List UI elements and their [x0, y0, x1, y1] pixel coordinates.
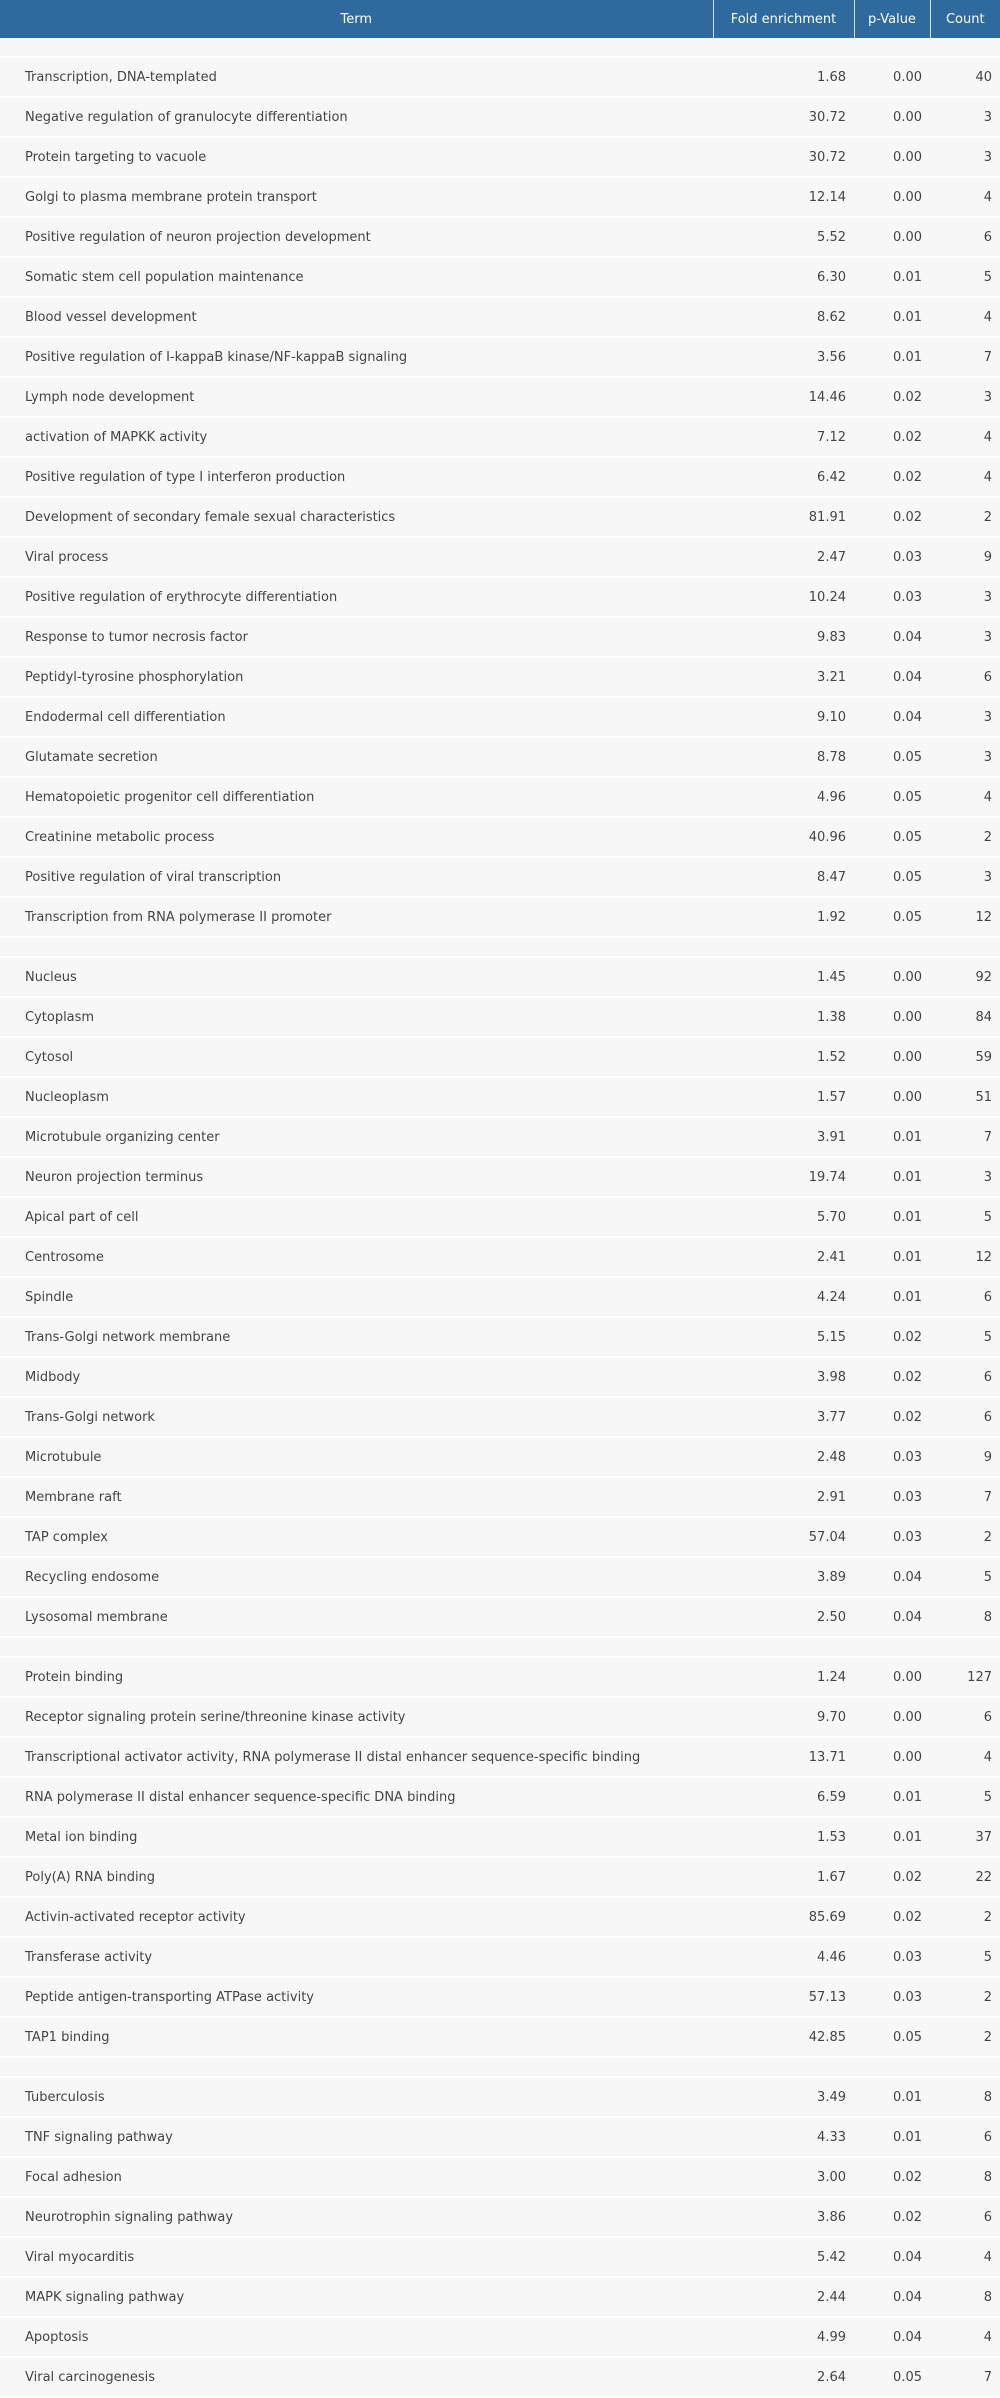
cell-count: 5	[930, 257, 1000, 297]
cell-count: 6	[930, 2197, 1000, 2237]
cell-count: 22	[930, 1857, 1000, 1897]
cell-count: 3	[930, 377, 1000, 417]
cell-p-value: 0.00	[854, 177, 930, 217]
cell-p-value: 0.02	[854, 1857, 930, 1897]
cell-term: Neuron projection terminus	[0, 1157, 713, 1197]
cell-count: 3	[930, 617, 1000, 657]
cell-p-value: 0.05	[854, 897, 930, 937]
cell-term: Transcription from RNA polymerase II promoter	[0, 897, 713, 937]
cell-count: 7	[930, 1117, 1000, 1157]
cell-fold-enrichment: 1.45	[713, 957, 854, 997]
cell-term: Cytosol	[0, 1037, 713, 1077]
table-row	[0, 1817, 1000, 1857]
cell-p-value: 0.02	[854, 1397, 930, 1437]
cell-term: Cytoplasm	[0, 997, 713, 1037]
cell-p-value: 0.04	[854, 1597, 930, 1637]
cell-term: Response to tumor necrosis factor	[0, 617, 713, 657]
cell-term: Golgi to plasma membrane protein transport	[0, 177, 713, 217]
cell-term: Lymph node development	[0, 377, 713, 417]
cell-count: 84	[930, 997, 1000, 1037]
separator-cell	[0, 38, 1000, 57]
cell-p-value: 0.00	[854, 1037, 930, 1077]
table-row	[0, 957, 1000, 997]
cell-fold-enrichment: 1.92	[713, 897, 854, 937]
cell-fold-enrichment: 4.33	[713, 2117, 854, 2157]
table-row	[0, 1077, 1000, 1117]
cell-term: Focal adhesion	[0, 2157, 713, 2197]
table-row	[0, 177, 1000, 217]
cell-term: Peptide antigen-transporting ATPase activity	[0, 1977, 713, 2017]
cell-fold-enrichment: 14.46	[713, 377, 854, 417]
cell-fold-enrichment: 3.86	[713, 2197, 854, 2237]
cell-p-value: 0.00	[854, 137, 930, 177]
cell-count: 4	[930, 1737, 1000, 1777]
cell-p-value: 0.01	[854, 2077, 930, 2117]
cell-term: Neurotrophin signaling pathway	[0, 2197, 713, 2237]
cell-fold-enrichment: 3.49	[713, 2077, 854, 2117]
cell-fold-enrichment: 9.83	[713, 617, 854, 657]
cell-count: 6	[930, 217, 1000, 257]
cell-term: Recycling endosome	[0, 1557, 713, 1597]
cell-fold-enrichment: 40.96	[713, 817, 854, 857]
cell-count: 6	[930, 2117, 1000, 2157]
cell-fold-enrichment: 5.42	[713, 2237, 854, 2277]
table-row	[0, 2277, 1000, 2317]
cell-p-value: 0.02	[854, 497, 930, 537]
cell-p-value: 0.01	[854, 1157, 930, 1197]
cell-count: 3	[930, 697, 1000, 737]
table-row	[0, 417, 1000, 457]
cell-fold-enrichment: 12.14	[713, 177, 854, 217]
cell-term: Poly(A) RNA binding	[0, 1857, 713, 1897]
cell-count: 4	[930, 457, 1000, 497]
cell-term: Microtubule organizing center	[0, 1117, 713, 1157]
cell-term: Negative regulation of granulocyte differentiation	[0, 97, 713, 137]
cell-term: Metal ion binding	[0, 1817, 713, 1857]
cell-term: Positive regulation of viral transcription	[0, 857, 713, 897]
cell-term: Peptidyl-tyrosine phosphorylation	[0, 657, 713, 697]
cell-fold-enrichment: 2.91	[713, 1477, 854, 1517]
cell-count: 40	[930, 57, 1000, 97]
cell-count: 6	[930, 1697, 1000, 1737]
cell-fold-enrichment: 3.77	[713, 1397, 854, 1437]
cell-p-value: 0.04	[854, 2317, 930, 2357]
cell-fold-enrichment: 1.24	[713, 1657, 854, 1697]
cell-term: Somatic stem cell population maintenance	[0, 257, 713, 297]
cell-p-value: 0.05	[854, 857, 930, 897]
header-p-value: p-Value	[854, 0, 930, 38]
cell-term: Creatinine metabolic process	[0, 817, 713, 857]
table-row	[0, 657, 1000, 697]
cell-term: Apoptosis	[0, 2317, 713, 2357]
cell-p-value: 0.01	[854, 1277, 930, 1317]
cell-p-value: 0.02	[854, 377, 930, 417]
cell-fold-enrichment: 2.41	[713, 1237, 854, 1277]
header-term: Term	[0, 0, 713, 38]
cell-fold-enrichment: 1.38	[713, 997, 854, 1037]
cell-term: Apical part of cell	[0, 1197, 713, 1237]
cell-term: Hematopoietic progenitor cell differentiation	[0, 777, 713, 817]
cell-count: 2	[930, 817, 1000, 857]
cell-count: 9	[930, 537, 1000, 577]
table-row	[0, 1597, 1000, 1637]
cell-p-value: 0.02	[854, 2197, 930, 2237]
cell-fold-enrichment: 10.24	[713, 577, 854, 617]
table-row	[0, 1697, 1000, 1737]
cell-p-value: 0.04	[854, 657, 930, 697]
cell-fold-enrichment: 30.72	[713, 97, 854, 137]
cell-p-value: 0.03	[854, 1517, 930, 1557]
cell-p-value: 0.01	[854, 2117, 930, 2157]
cell-term: Positive regulation of I-kappaB kinase/NF-kappaB signaling	[0, 337, 713, 377]
cell-p-value: 0.00	[854, 97, 930, 137]
cell-p-value: 0.04	[854, 1557, 930, 1597]
cell-count: 3	[930, 137, 1000, 177]
cell-fold-enrichment: 8.47	[713, 857, 854, 897]
cell-fold-enrichment: 6.59	[713, 1777, 854, 1817]
cell-p-value: 0.04	[854, 697, 930, 737]
table-row	[0, 1277, 1000, 1317]
cell-count: 5	[930, 1317, 1000, 1357]
cell-count: 12	[930, 1237, 1000, 1277]
cell-term: TNF signaling pathway	[0, 2117, 713, 2157]
cell-p-value: 0.04	[854, 2277, 930, 2317]
cell-count: 3	[930, 577, 1000, 617]
section-separator	[0, 937, 1000, 957]
cell-fold-enrichment: 57.04	[713, 1517, 854, 1557]
cell-fold-enrichment: 2.50	[713, 1597, 854, 1637]
cell-fold-enrichment: 2.44	[713, 2277, 854, 2317]
cell-fold-enrichment: 9.10	[713, 697, 854, 737]
table-row	[0, 897, 1000, 937]
cell-fold-enrichment: 1.52	[713, 1037, 854, 1077]
separator-cell	[0, 1637, 1000, 1657]
cell-count: 7	[930, 1477, 1000, 1517]
cell-p-value: 0.00	[854, 1657, 930, 1697]
separator-cell	[0, 2057, 1000, 2077]
cell-p-value: 0.00	[854, 1077, 930, 1117]
cell-p-value: 0.03	[854, 1477, 930, 1517]
cell-fold-enrichment: 6.30	[713, 257, 854, 297]
cell-p-value: 0.04	[854, 2237, 930, 2277]
cell-fold-enrichment: 3.56	[713, 337, 854, 377]
table-row	[0, 1317, 1000, 1357]
cell-term: Viral myocarditis	[0, 2237, 713, 2277]
cell-p-value: 0.00	[854, 997, 930, 1037]
table-header	[0, 0, 1000, 38]
cell-term: Lysosomal membrane	[0, 1597, 713, 1637]
cell-fold-enrichment: 4.24	[713, 1277, 854, 1317]
table-row	[0, 1937, 1000, 1977]
cell-p-value: 0.01	[854, 1237, 930, 1277]
cell-term: Spindle	[0, 1277, 713, 1317]
cell-count: 6	[930, 1357, 1000, 1397]
cell-fold-enrichment: 2.47	[713, 537, 854, 577]
table-row	[0, 2117, 1000, 2157]
cell-count: 5	[930, 1937, 1000, 1977]
cell-p-value: 0.05	[854, 777, 930, 817]
table-row	[0, 857, 1000, 897]
cell-count: 3	[930, 737, 1000, 777]
cell-term: TAP complex	[0, 1517, 713, 1557]
table-row	[0, 817, 1000, 857]
cell-fold-enrichment: 1.53	[713, 1817, 854, 1857]
cell-count: 4	[930, 297, 1000, 337]
cell-count: 8	[930, 2157, 1000, 2197]
table-row	[0, 257, 1000, 297]
table-row	[0, 1117, 1000, 1157]
cell-count: 2	[930, 1897, 1000, 1937]
cell-count: 5	[930, 1777, 1000, 1817]
cell-fold-enrichment: 4.46	[713, 1937, 854, 1977]
cell-term: activation of MAPKK activity	[0, 417, 713, 457]
cell-term: TAP1 binding	[0, 2017, 713, 2057]
table-row	[0, 497, 1000, 537]
table-row	[0, 137, 1000, 177]
cell-count: 127	[930, 1657, 1000, 1697]
cell-term: Nucleoplasm	[0, 1077, 713, 1117]
cell-p-value: 0.03	[854, 1937, 930, 1977]
cell-p-value: 0.02	[854, 1897, 930, 1937]
cell-p-value: 0.05	[854, 817, 930, 857]
table-row	[0, 2017, 1000, 2057]
cell-fold-enrichment: 3.21	[713, 657, 854, 697]
cell-p-value: 0.00	[854, 1697, 930, 1737]
cell-count: 8	[930, 1597, 1000, 1637]
table-row	[0, 97, 1000, 137]
cell-fold-enrichment: 30.72	[713, 137, 854, 177]
cell-fold-enrichment: 5.70	[713, 1197, 854, 1237]
cell-p-value: 0.01	[854, 257, 930, 297]
table-row	[0, 297, 1000, 337]
cell-term: Transferase activity	[0, 1937, 713, 1977]
cell-term: Positive regulation of type I interferon production	[0, 457, 713, 497]
cell-term: Trans-Golgi network	[0, 1397, 713, 1437]
cell-fold-enrichment: 7.12	[713, 417, 854, 457]
cell-term: Viral carcinogenesis	[0, 2357, 713, 2397]
cell-p-value: 0.02	[854, 1317, 930, 1357]
cell-fold-enrichment: 3.91	[713, 1117, 854, 1157]
table-row	[0, 1237, 1000, 1277]
table-row	[0, 2237, 1000, 2277]
cell-fold-enrichment: 4.99	[713, 2317, 854, 2357]
cell-count: 9	[930, 1437, 1000, 1477]
table-row	[0, 1977, 1000, 2017]
table-row	[0, 537, 1000, 577]
table-row	[0, 617, 1000, 657]
cell-count: 6	[930, 1397, 1000, 1437]
table-row	[0, 697, 1000, 737]
cell-term: Transcription, DNA-templated	[0, 57, 713, 97]
cell-term: Microtubule	[0, 1437, 713, 1477]
cell-p-value: 0.01	[854, 1117, 930, 1157]
cell-fold-enrichment: 1.57	[713, 1077, 854, 1117]
table-row	[0, 1517, 1000, 1557]
cell-count: 2	[930, 1977, 1000, 2017]
cell-term: Viral process	[0, 537, 713, 577]
cell-term: Receptor signaling protein serine/threonine kinase activity	[0, 1697, 713, 1737]
cell-count: 59	[930, 1037, 1000, 1077]
table-body	[0, 38, 1000, 2397]
cell-count: 51	[930, 1077, 1000, 1117]
cell-p-value: 0.05	[854, 737, 930, 777]
cell-fold-enrichment: 1.68	[713, 57, 854, 97]
table-row	[0, 2077, 1000, 2117]
table-row	[0, 1477, 1000, 1517]
table-row	[0, 2317, 1000, 2357]
cell-fold-enrichment: 42.85	[713, 2017, 854, 2057]
cell-count: 4	[930, 417, 1000, 457]
header-count: Count	[930, 0, 1000, 38]
cell-fold-enrichment: 1.67	[713, 1857, 854, 1897]
cell-p-value: 0.00	[854, 957, 930, 997]
cell-fold-enrichment: 57.13	[713, 1977, 854, 2017]
cell-fold-enrichment: 13.71	[713, 1737, 854, 1777]
table-row	[0, 457, 1000, 497]
cell-term: Endodermal cell differentiation	[0, 697, 713, 737]
cell-fold-enrichment: 5.15	[713, 1317, 854, 1357]
cell-fold-enrichment: 5.52	[713, 217, 854, 257]
table-row	[0, 1657, 1000, 1697]
cell-count: 2	[930, 1517, 1000, 1557]
cell-count: 8	[930, 2077, 1000, 2117]
cell-count: 7	[930, 2357, 1000, 2397]
cell-count: 6	[930, 1277, 1000, 1317]
cell-count: 3	[930, 1157, 1000, 1197]
cell-count: 92	[930, 957, 1000, 997]
cell-p-value: 0.01	[854, 337, 930, 377]
cell-count: 5	[930, 1557, 1000, 1597]
cell-fold-enrichment: 2.48	[713, 1437, 854, 1477]
cell-count: 3	[930, 857, 1000, 897]
cell-term: RNA polymerase II distal enhancer sequence-specific DNA binding	[0, 1777, 713, 1817]
table-row	[0, 1557, 1000, 1597]
cell-fold-enrichment: 8.78	[713, 737, 854, 777]
cell-p-value: 0.03	[854, 1437, 930, 1477]
table-row	[0, 577, 1000, 617]
cell-p-value: 0.02	[854, 457, 930, 497]
table-row	[0, 2157, 1000, 2197]
cell-term: Tuberculosis	[0, 2077, 713, 2117]
cell-count: 7	[930, 337, 1000, 377]
cell-p-value: 0.01	[854, 1197, 930, 1237]
table-row	[0, 1897, 1000, 1937]
cell-p-value: 0.02	[854, 1357, 930, 1397]
cell-p-value: 0.01	[854, 297, 930, 337]
cell-term: Positive regulation of erythrocyte differentiation	[0, 577, 713, 617]
table-row	[0, 217, 1000, 257]
table-row	[0, 377, 1000, 417]
table-row	[0, 1777, 1000, 1817]
cell-p-value: 0.01	[854, 1817, 930, 1857]
cell-term: Transcriptional activator activity, RNA polymerase II distal enhancer sequence-specific binding	[0, 1737, 713, 1777]
table-row	[0, 1397, 1000, 1437]
separator-cell	[0, 937, 1000, 957]
cell-count: 3	[930, 97, 1000, 137]
cell-term: Midbody	[0, 1357, 713, 1397]
table-row	[0, 777, 1000, 817]
cell-p-value: 0.00	[854, 217, 930, 257]
cell-count: 2	[930, 2017, 1000, 2057]
cell-count: 6	[930, 657, 1000, 697]
cell-p-value: 0.02	[854, 417, 930, 457]
table-row	[0, 2357, 1000, 2397]
cell-fold-enrichment: 81.91	[713, 497, 854, 537]
cell-term: Positive regulation of neuron projection development	[0, 217, 713, 257]
cell-term: Nucleus	[0, 957, 713, 997]
cell-p-value: 0.05	[854, 2357, 930, 2397]
cell-p-value: 0.00	[854, 57, 930, 97]
cell-term: Activin-activated receptor activity	[0, 1897, 713, 1937]
cell-fold-enrichment: 2.64	[713, 2357, 854, 2397]
cell-count: 37	[930, 1817, 1000, 1857]
cell-p-value: 0.03	[854, 1977, 930, 2017]
section-separator	[0, 38, 1000, 57]
table-row	[0, 737, 1000, 777]
header-fold-enrichment: Fold enrichment	[713, 0, 854, 38]
table-row	[0, 1737, 1000, 1777]
cell-term: Membrane raft	[0, 1477, 713, 1517]
section-separator	[0, 2057, 1000, 2077]
table-row	[0, 57, 1000, 97]
table-row	[0, 2197, 1000, 2237]
table-row	[0, 337, 1000, 377]
table-row	[0, 1857, 1000, 1897]
cell-count: 12	[930, 897, 1000, 937]
cell-p-value: 0.02	[854, 2157, 930, 2197]
cell-fold-enrichment: 4.96	[713, 777, 854, 817]
cell-fold-enrichment: 3.00	[713, 2157, 854, 2197]
cell-fold-enrichment: 8.62	[713, 297, 854, 337]
cell-count: 8	[930, 2277, 1000, 2317]
cell-count: 4	[930, 777, 1000, 817]
table-row	[0, 1197, 1000, 1237]
table-row	[0, 1437, 1000, 1477]
cell-fold-enrichment: 9.70	[713, 1697, 854, 1737]
cell-fold-enrichment: 85.69	[713, 1897, 854, 1937]
cell-term: Glutamate secretion	[0, 737, 713, 777]
table-row	[0, 1357, 1000, 1397]
cell-count: 2	[930, 497, 1000, 537]
cell-count: 5	[930, 1197, 1000, 1237]
cell-count: 4	[930, 2237, 1000, 2277]
cell-term: Protein binding	[0, 1657, 713, 1697]
cell-fold-enrichment: 3.98	[713, 1357, 854, 1397]
cell-p-value: 0.00	[854, 1737, 930, 1777]
cell-fold-enrichment: 19.74	[713, 1157, 854, 1197]
section-separator	[0, 1637, 1000, 1657]
cell-fold-enrichment: 6.42	[713, 457, 854, 497]
cell-p-value: 0.01	[854, 1777, 930, 1817]
cell-term: Trans-Golgi network membrane	[0, 1317, 713, 1357]
cell-term: Blood vessel development	[0, 297, 713, 337]
cell-term: Protein targeting to vacuole	[0, 137, 713, 177]
table-row	[0, 997, 1000, 1037]
cell-term: Development of secondary female sexual characteristics	[0, 497, 713, 537]
table-row	[0, 1037, 1000, 1077]
table-row	[0, 1157, 1000, 1197]
cell-term: Centrosome	[0, 1237, 713, 1277]
cell-term: MAPK signaling pathway	[0, 2277, 713, 2317]
cell-count: 4	[930, 2317, 1000, 2357]
cell-p-value: 0.03	[854, 537, 930, 577]
cell-p-value: 0.03	[854, 577, 930, 617]
cell-fold-enrichment: 3.89	[713, 1557, 854, 1597]
cell-p-value: 0.05	[854, 2017, 930, 2057]
cell-count: 4	[930, 177, 1000, 217]
cell-p-value: 0.04	[854, 617, 930, 657]
